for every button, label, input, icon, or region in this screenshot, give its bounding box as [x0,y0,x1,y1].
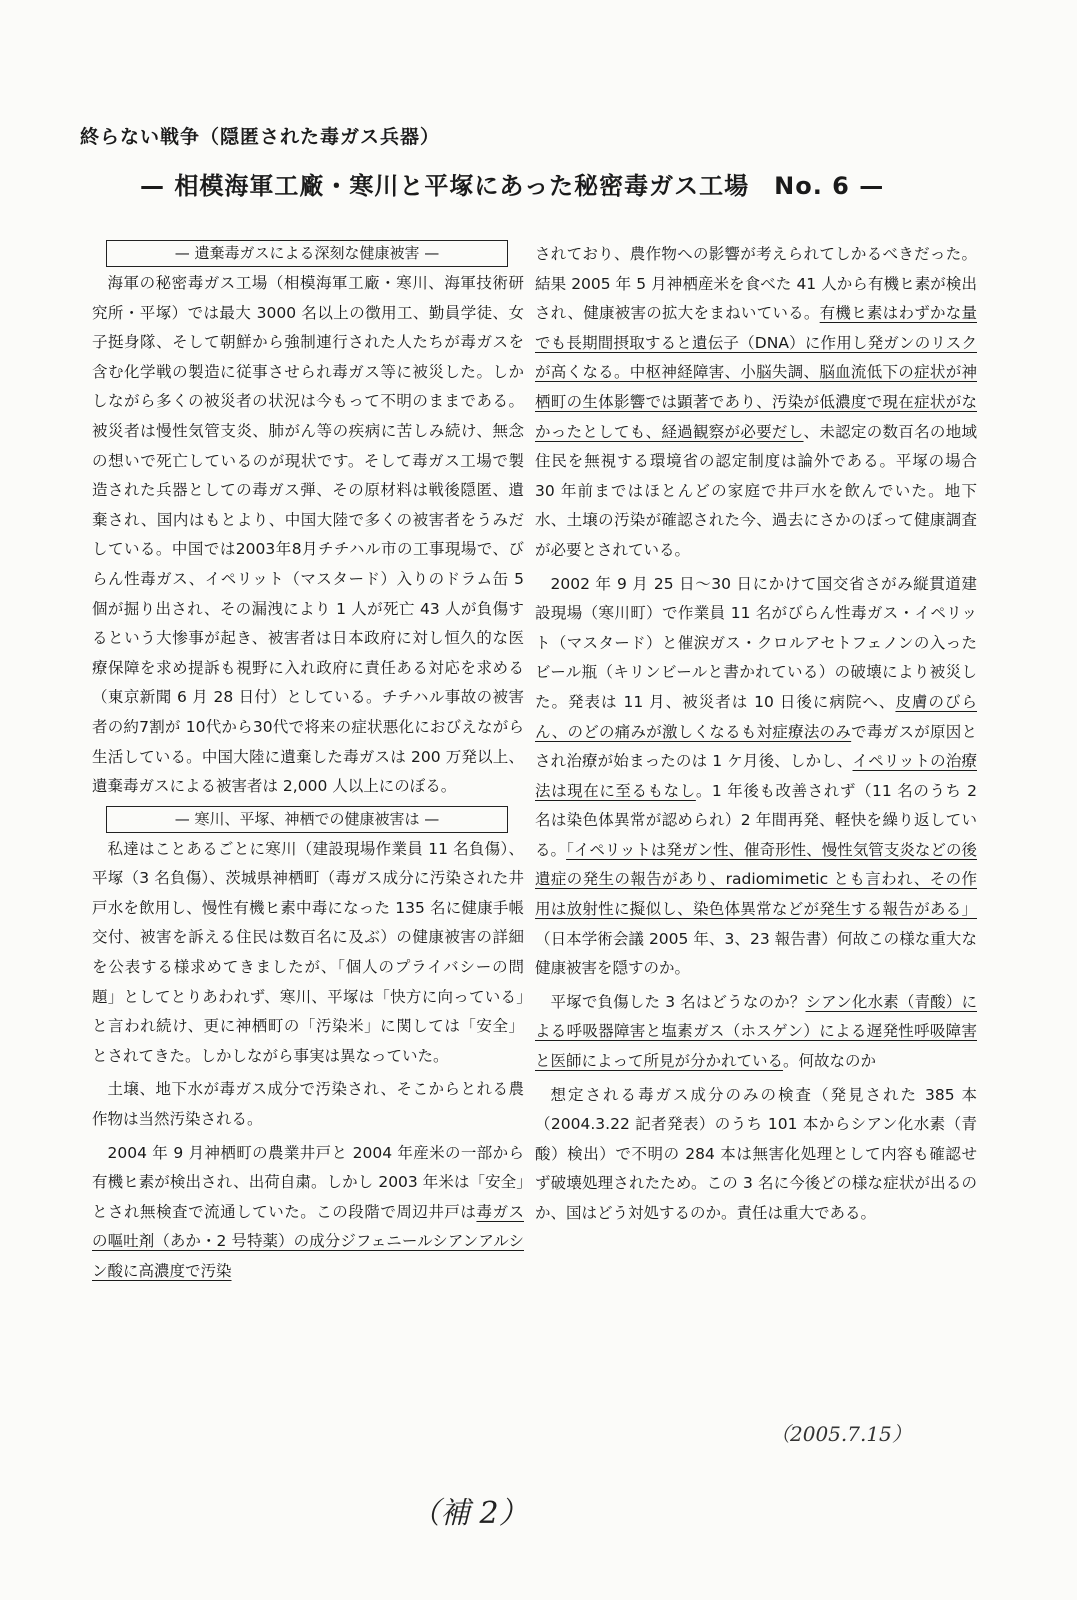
text-run: 。何故なのか [783,1052,877,1071]
text-run: 平塚で負傷した 3 名はどうなのか？ [550,992,806,1011]
text-run: （日本学術会議 2005 年、3、23 報告書）何故この様な重大な健康被害を隠すのか。 [535,929,977,978]
article-title: 終らない戦争（隠匿された毒ガス兵器） [80,126,441,148]
underlined-text: シアン化水素（青酸）による呼吸器障害と塩素ガス（ホスゲン）による遅発性呼吸障害と医師によって所見が分かれている [535,992,977,1071]
underlined-text: 皮膚のびらん、のどの痛みが激しくなるも対症療法のみ [535,692,977,741]
section-heading-1: — 遺棄毒ガスによる深刻な健康被害 — [106,240,508,267]
paragraph: 私達はことあるごとに寒川（建設現場作業員 11 名負傷）、平塚（3 名負傷）、茨城県神栖町（毒ガス成分に汚染された井戸水を飲用し、慢性有機ヒ素中毒になった 135 名に健康手帳交付、被害を訴える住民は数百名に及ぶ）の健康被害の詳細を公表する様求めてきましたが、「個人のプライバシーの問題」としてとりあわれず、寒川、平塚は「快方に向っている」と言われ続け、更に神栖町の「汚染米」に関しては「安全」とされてきた。しかしながら事実は異なっていた。 [92,839,524,1065]
text-run: 2002 年 9 月 25 日～30 日にかけて国交省さがみ縦貫道建設現場（寒川町）で作業員 11 名がびらん性毒ガス・イペリット（マスタード）と催涙ガス・クロルアセトフェノンの入ったビール瓶（キリンビールと書かれている）の破壊により被災した。発表は 11 月、被災者は 10 日後に病院へ、 [535,574,977,711]
paragraph: 想定される毒ガス成分のみの検査（発見された 385 本（2004.3.22 記者発表）のうち 101 本からシアン化水素（青酸）検出）で不明の 284 本は無害化処理として内容も確認せず破壊処理されたため。この 3 名に今後どの様な症状が出るのか、国はどう対処するのか。責任は重大である。 [535,1085,977,1222]
text-run: されており、農作物への影響が考えられてしかるべきだった。結果 2005 年 5 月神栖産米を食べた 41 人から有機ヒ素が検出され、健康被害の拡大をまねいている。 [535,245,977,323]
paragraph [535,988,977,1077]
text-run: で毒ガスが原因とされ治療が始まったのは 1 ケ月後、しかし、 [535,722,977,771]
underlined-text: 毒ガスの嘔吐剤（あか・2 号特薬）の成分ジフェニールシアンアルシン酸に高濃度で汚染 [92,1202,524,1280]
underlined-text: 有機ヒ素はわずかな量でも長期間摂取すると遺伝子（DNA）に作用し発ガンのリスクが高くなる。中枢神経障害、小脳失調、脳血流低下の症状が神栖町の生体影響では顕著であり、汚染が低濃度で現在症状がなかったとしても、経過観察が必要だし [535,304,977,441]
paragraph [535,570,977,984]
handwritten-date: （2005.7.15） [770,1422,912,1446]
right-column [535,240,977,1233]
paragraph: 海軍の秘密毒ガス工場（相模海軍工廠・寒川、海軍技術研究所・平塚）では最大 3000 名以上の徴用工、勤員学徒、女子挺身隊、そして朝鮮から強制連行された人たちが毒ガスを含む化学戦の製造に従事させられ毒ガス等に被災した。しかしながら多くの被災者の状況は今もって不明のままである。被災者は慢性気管支炎、肺がん等の疾病に苦しみ続け、無念の想いで死亡しているのが現状です。そして毒ガス工場で製造された兵器としての毒ガス弾、その原材料は戦後隠匿、遺棄され、国内はもとより、中国大陸で多くの被害者をうみだしている。中国では2003年8月チチハル市の工事現場で、びらん性毒ガス、イペリット（マスタード）入りのドラム缶 5 個が掘り出され、その漏洩により 1 人が死亡 43 人が負傷するという大惨事が起き、被害者は日本政府に対し恒久的な医療保障を求め提訴も視野に入れ政府に責任ある対応を求める（東京新聞 6 月 28 日付）としている。チチハル事故の被害者の約7割が 10代から30代で将来の症状悪化におびえながら生活している。中国大陸に遺棄した毒ガスは 200 万発以上、遺棄毒ガスによる被害者は 2,000 人以上にのぼる。 [92,274,524,796]
paragraph: 土壌、地下水が毒ガス成分で汚染され、そこからとれる農作物は当然汚染される。 [92,1080,524,1129]
underlined-text: イペリットの治療法は現在に至るもなし [535,752,977,800]
paragraph [535,240,977,566]
underlined-text: 「イペリットは発ガン性、催奇形性、慢性気管支炎などの後遺症の発生の報告があり、radiomimetic とも言われ、その作用は放射性に擬似し、染色体異常などが発生する報告がある」 [535,840,977,919]
left-column [92,240,524,1291]
text-run: 、未認定の数百名の地域住民を無視する環境省の認定制度は論外である。平塚の場合 30 年前まではほとんどの家庭で井戸水を飲んでいた。地下水、土壌の汚染が確認された今、過去にさかのぼって健康調査が必要とされている。 [535,422,977,559]
page-number: （補 2） [410,1496,529,1531]
article-subtitle: — 相模海軍工廠・寒川と平塚にあった秘密毒ガス工場 No. 6 — [140,172,885,200]
paragraph [92,1139,524,1287]
text-run: 。1 年後も改善されず（11 名のうち 2 名は染色体異常が認められ）2 年間再発、軽快を繰り返している。 [535,781,977,859]
text-run: 2004 年 9 月神栖町の農業井戸と 2004 年産米の一部から有機ヒ素が検出され、出荷自粛。しかし 2003 年米は「安全」とされ無検査で流通していた。この段階で周辺井戸は [92,1143,524,1221]
section-heading-2: — 寒川、平塚、神栖での健康被害は — [106,806,508,833]
